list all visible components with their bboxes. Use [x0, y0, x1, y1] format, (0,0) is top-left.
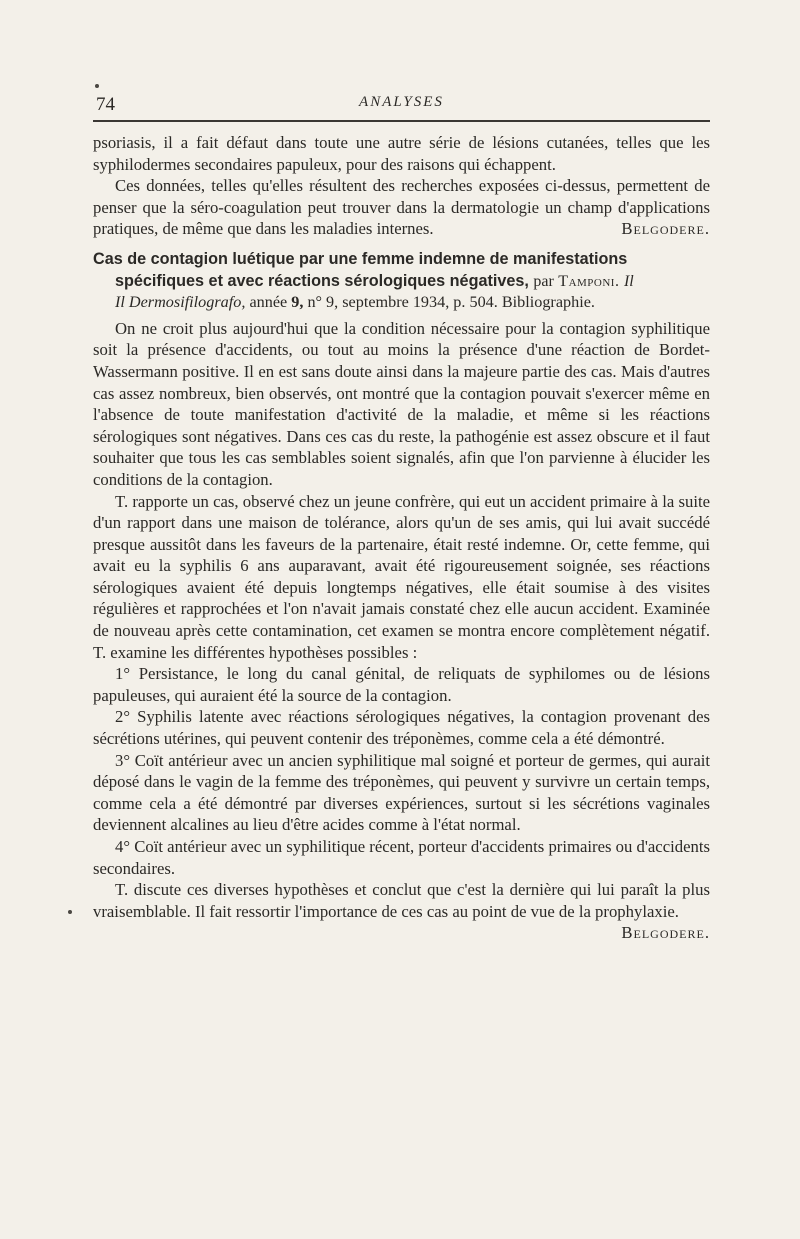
article-paragraph-7 [93, 879, 710, 943]
article-journal: Il Dermosifilografo, [115, 293, 246, 312]
prev-paragraph-1: psoriasis, il a fait défaut dans toute une autre série de lésions cutanées, telles que les syphilodermes secondaires papuleux, pour des raisons qui échappent. [93, 133, 710, 174]
article-biblio: Bibliographie. [501, 293, 595, 312]
article-journal-start: Il [623, 272, 634, 290]
article-title-line1: Cas de contagion luétique par une femme indemne de manifestations [93, 249, 628, 268]
article-paragraph-3: 1° Persistance, le long du canal génital, de reliquats de syphilomes ou de lésions papuleuses, qui auraient été la source de la contagion. [93, 664, 710, 705]
article-by: par [533, 272, 554, 290]
article-volume: 9, [291, 293, 304, 312]
page-content [93, 122, 710, 943]
page-header [93, 88, 710, 122]
prev-paragraph-2-text: Ces données, telles qu'elles résultent des recherches exposées ci-dessus, permettent de penser que la séro-coagulation peut trouver dans la dermatologie un champ d'applications pratiques, de même que dans les maladies internes. [93, 176, 710, 239]
article-paragraph-2: T. rapporte un cas, observé chez un jeune confrère, qui eut un accident primaire à la suite d'un rapport dans une maison de tolérance, alors qu'un de ses amis, qui lui avait succédé presque aussitôt dans les faveurs de la partenaire, était resté indemne. Or, cette femme, qui avait eu la syphilis 6 ans auparavant, avait été rigoureusement soignée, ses réactions sérologiques avaient été depuis longtemps négatives, elle était soumise à des visites régulières et rapprochées et l'on n'avait jamais constaté chez elle aucun accident. Examinée de nouveau après cette contamination, cet examen se montra encore complètement négatif. T. examine les différentes hypothèses possibles : [93, 491, 710, 662]
page-number: 74 [96, 94, 115, 115]
margin-dot-left [68, 910, 72, 914]
article-paragraph-7-text: T. discute ces diverses hypothèses et conclut que c'est la dernière qui lui paraît la plus vraisemblable. Il fait ressortir l'importance de ces cas au point de vue de la prophylaxie. [93, 880, 710, 921]
article-title-line2-wrap [93, 271, 710, 293]
article-date: septembre 1934, [342, 293, 450, 312]
article-paragraph-1: On ne croit plus aujourd'hui que la condition nécessaire pour la contagion syphilitique soit la présence d'accidents, ou tout au moins la présence d'une réaction de Bordet-Wassermann positive. Il en est sans doute ainsi dans la majeure partie des cas. Mais d'autres cas assez nombreux, bien observés, ont montré que la contagion pouvait s'exercer même en l'absence de toute manifestation d'activité de la maladie, et même si les réactions sérologiques sont négatives. Dans ces cas du reste, la pathogénie est assez obscure et il faut souhaiter que tous les cas semblables soient signalés, afin que l'on parvienne à élucider les conditions de la contagion. [93, 318, 710, 489]
prev-signature: Belgodere. [621, 219, 710, 239]
article-title-line2: spécifiques et avec réactions sérologiques négatives, [115, 271, 529, 290]
running-title: ANALYSES [359, 94, 444, 110]
article-year-label: année [249, 293, 288, 312]
page [93, 88, 710, 944]
article-paragraph-5: 3° Coït antérieur avec un ancien syphilitique mal soigné et porteur de germes, qui aurait déposé dans le vagin de la femme des tréponèmes, qui peuvent y survivre un certain temps, comme cela a été démontré par diverses expériences, surtout si les sécrétions vaginales deviennent alcalines au lieu d'être acides comme à l'état normal. [93, 750, 710, 835]
article-signature: Belgodere. [621, 923, 710, 943]
article-heading [93, 249, 710, 314]
article-reference [93, 292, 710, 314]
article-paragraph-4: 2° Syphilis latente avec réactions sérologiques négatives, la contagion provenant des sécrétions utérines, qui peuvent contenir des tréponèmes, comme cela a été démontré. [93, 707, 710, 749]
article-title [93, 249, 710, 292]
article-paragraph-6: 4° Coït antérieur avec un syphilitique récent, porteur d'accidents primaires ou d'accidents secondaires. [93, 837, 710, 878]
article-page: p. 504. [453, 293, 498, 312]
article-issue: n° 9, [307, 293, 339, 312]
prev-paragraph-2 [93, 175, 710, 240]
article-author: Tamponi. [558, 272, 620, 290]
